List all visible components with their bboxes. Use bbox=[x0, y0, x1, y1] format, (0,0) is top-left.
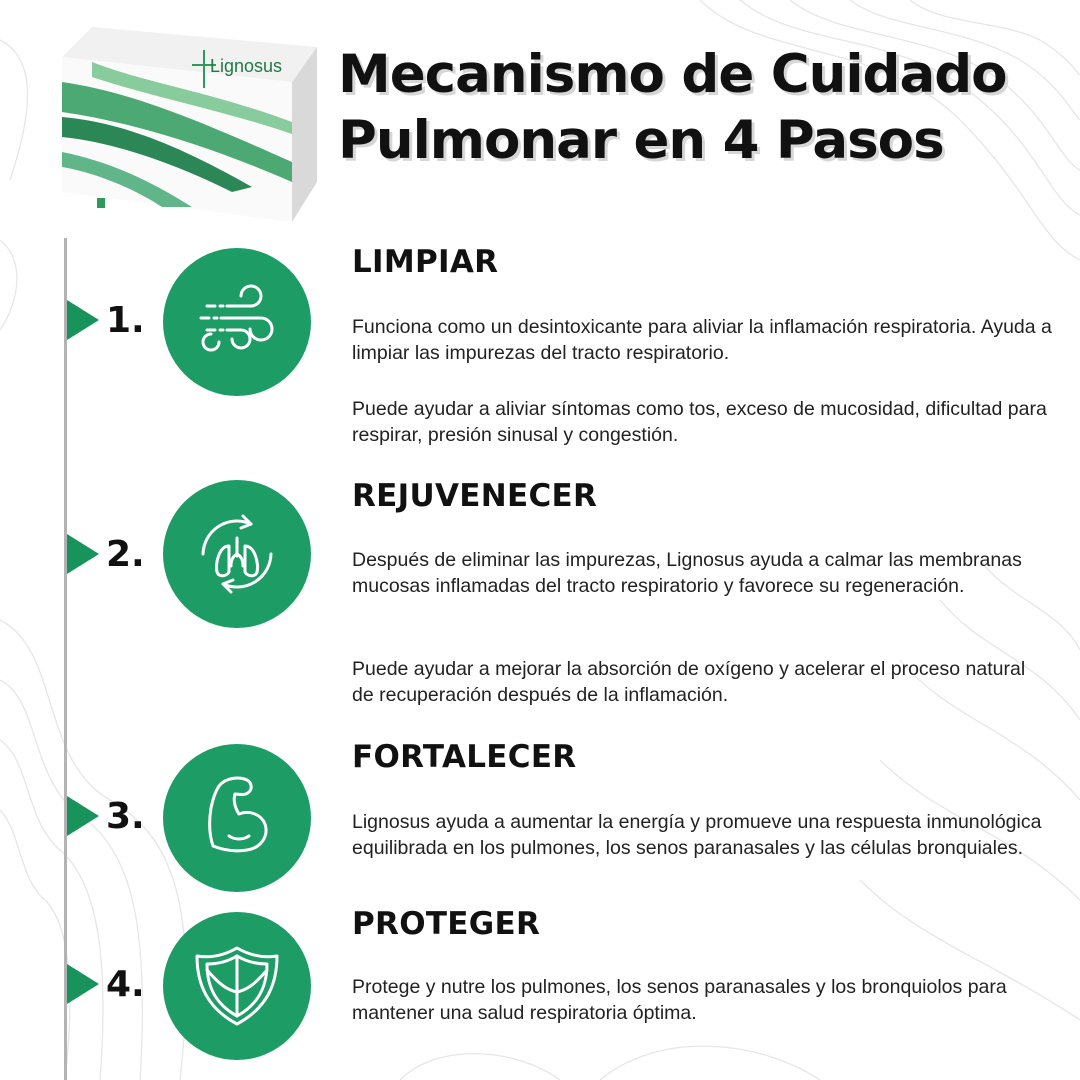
step-4-number: 4. bbox=[106, 964, 145, 1005]
step-4-paragraph-1: Protege y nutre los pulmones, los senos paranasales y los bronquiolos para mantener una salud respiratoria óptima. bbox=[352, 976, 1007, 1024]
brand-logo-text: Lignosus bbox=[210, 56, 283, 76]
step-3-icon-circle bbox=[163, 744, 311, 892]
wind-icon bbox=[163, 248, 311, 396]
lungs-refresh-icon bbox=[163, 480, 311, 628]
step-2-arrow-icon bbox=[67, 534, 99, 574]
product-box-image bbox=[52, 22, 322, 227]
step-2-title: REJUVENECER bbox=[352, 478, 598, 514]
step-4-arrow-icon bbox=[67, 964, 99, 1004]
page-title bbox=[338, 42, 1068, 174]
muscle-arm-icon bbox=[163, 744, 311, 892]
step-1-paragraph-2: Puede ayudar a aliviar síntomas como tos, exceso de mucosidad, dificultad para respirar, presión sinusal y congestión. bbox=[352, 398, 1047, 446]
step-1-number: 1. bbox=[106, 300, 145, 341]
step-4-icon-circle bbox=[163, 912, 311, 1060]
timeline-line bbox=[64, 238, 67, 1080]
step-2-number: 2. bbox=[106, 534, 145, 575]
step-1-title: LIMPIAR bbox=[352, 244, 499, 280]
title-line-2: Pulmonar en 4 Pasos bbox=[338, 110, 944, 171]
title-line-1: Mecanismo de Cuidado bbox=[338, 44, 1007, 105]
step-3-paragraph-1: Lignosus ayuda a aumentar la energía y promueve una respuesta inmunológica equilibrada en los pulmones, los senos paranasales y las células bronquiales. bbox=[352, 811, 1042, 859]
step-2-paragraph-2: Puede ayudar a mejorar la absorción de oxígeno y acelerar el proceso natural de recuperación después de la inflamación. bbox=[352, 658, 1026, 706]
step-3-title: FORTALECER bbox=[352, 739, 577, 775]
step-2-icon-circle bbox=[163, 480, 311, 628]
step-1-icon-circle bbox=[163, 248, 311, 396]
step-4-title: PROTEGER bbox=[352, 906, 541, 942]
step-1-paragraph-1: Funciona como un desintoxicante para aliviar la inflamación respiratoria. Ayuda a limpiar las impurezas del tracto respiratorio. bbox=[352, 316, 1052, 364]
step-3-arrow-icon bbox=[67, 796, 99, 836]
step-2-paragraph-1: Después de eliminar las impurezas, Lignosus ayuda a calmar las membranas mucosas inflamadas del tracto respiratorio y favorece su regeneración. bbox=[352, 549, 1022, 597]
step-3-number: 3. bbox=[106, 796, 145, 837]
shield-icon bbox=[163, 912, 311, 1060]
step-1-arrow-icon bbox=[67, 300, 99, 340]
